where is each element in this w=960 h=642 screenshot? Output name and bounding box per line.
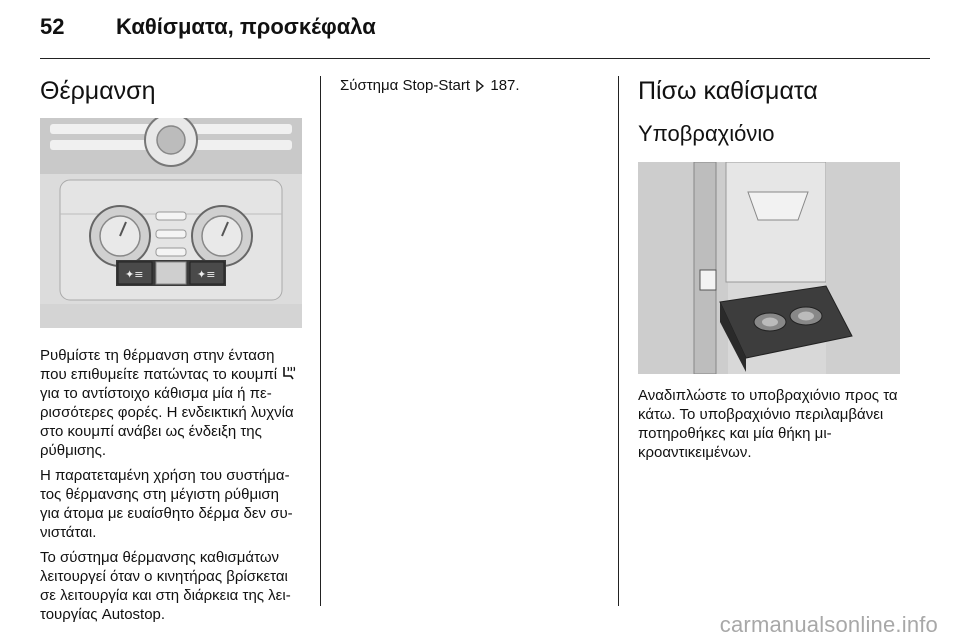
heating-paragraph-rest: για το αντίστοιχο κάθισμα μία ή περισσότερες φορές. Η ενδεικτική λυχνία στο κουμπί ανάβει ως ένδειξη της ρύθμισης. [40,385,294,459]
heating-warning-paragraph: Η παρατεταμένη χρήση του συστήματος θέρμανσης στη μέγιστη ρύθμιση για άτομα με ευαίσθητο δέρμα δεν συνιστάται. [40,467,293,541]
header-rule [40,58,930,59]
page-title: Καθίσματα, προσκέφαλα [116,14,376,39]
section-heading-rear-seats: Πίσω καθίσματα [638,77,818,105]
svg-text:✦≡: ✦≡ [125,268,144,281]
column-divider-left [320,76,321,606]
svg-text:✦≡: ✦≡ [197,268,216,281]
page-reference-arrow-icon [474,80,486,92]
stop-start-reference-page: 187. [490,77,520,94]
subsection-heading-armrest: Υποβραχιόνιο [638,121,775,146]
stop-start-reference-text: Σύστημα Stop-Start [340,77,471,94]
column-divider-right [618,76,619,606]
heating-paragraph-lead: Ρυθμίστε τη θέρμανση στην ένταση που επιθυμείτε πατώντας το κουμπί [40,347,278,383]
seat-heating-icon [281,365,297,381]
rear-armrest-illustration [638,162,900,374]
column-heating [40,76,302,630]
column-rear-seats [638,76,900,468]
section-heading-heating: Θέρμανση [40,77,156,105]
watermark: carmanualsonline.info [719,612,938,637]
seat-heating-controls-illustration [40,118,302,328]
armrest-paragraph: Αναδιπλώστε το υποβραχιόνιο προς τα κάτω. Το υποβραχιόνιο περιλαμβάνει ποτηροθήκες και μία θήκη μικροαντικειμένων. [638,387,898,461]
page-number: 52 [40,14,65,39]
heating-operation-paragraph: Το σύστημα θέρμανσης καθισμάτων λειτουργεί όταν ο κινητήρας βρίσκεται σε λειτουργία και στη διάρκεια της λειτουργίας Autostop. [40,549,291,623]
column-continuation [340,76,602,101]
